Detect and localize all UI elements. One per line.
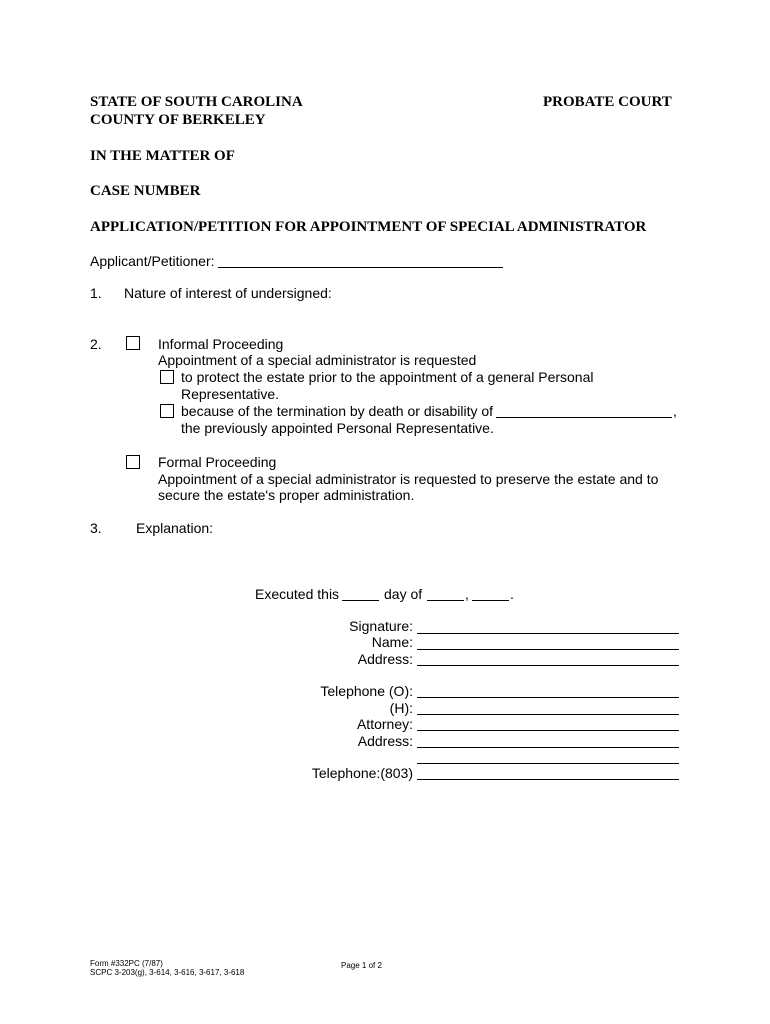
applicant-field[interactable] [218,267,503,268]
day-of-label: day of [384,586,423,602]
attorney-address-field-line2[interactable] [417,763,679,764]
termination-comma: , [673,403,677,419]
executed-comma: , [465,586,469,602]
telephone-office-label: Telephone (O): [320,683,413,699]
item1-number: 1. [90,285,102,301]
matter-heading: IN THE MATTER OF [90,148,235,164]
termination-text-cont: the previously appointed Personal Representative. [181,420,494,436]
name-field[interactable] [417,649,679,650]
address-label: Address: [357,651,413,667]
protect-estate-text-cont: Representative. [181,386,280,402]
formal-description: Appointment of a special administrator is requested to preserve the estate and to [158,471,659,487]
executed-day-field[interactable] [342,600,379,601]
attorney-label: Attorney: [356,716,413,732]
executed-period: . [510,586,514,602]
page-number: Page 1 of 2 [341,961,382,970]
protect-estate-checkbox[interactable] [160,370,174,384]
address-field[interactable] [417,665,679,666]
statute-reference: SCPC 3-203(g), 3-614, 3-616, 3-617, 3-618 [90,968,245,977]
form-title: APPLICATION/PETITION FOR APPOINTMENT OF SPECIAL ADMINISTRATOR [90,219,647,235]
telephone-home-label: (H): [389,700,413,716]
informal-proceeding-checkbox[interactable] [126,336,140,350]
state-heading: STATE OF SOUTH CAROLINA [90,94,303,110]
signature-label: Signature: [349,618,413,634]
termination-text: because of the termination by death or disability of [181,403,494,419]
formal-proceeding-checkbox[interactable] [126,455,140,469]
termination-name-field[interactable] [496,417,672,418]
attorney-telephone-field[interactable] [417,779,679,780]
protect-estate-text: to protect the estate prior to the appointment of a general Personal [181,369,594,385]
formal-proceeding-label: Formal Proceeding [158,454,277,470]
informal-proceeding-label: Informal Proceeding [158,336,284,352]
attorney-telephone-label: Telephone:(803) [311,765,413,781]
termination-checkbox[interactable] [160,404,174,418]
formal-description-cont: secure the estate's proper administration. [158,487,415,503]
item2-number: 2. [90,336,102,352]
court-heading: PROBATE COURT [543,94,672,110]
attorney-address-field[interactable] [417,747,679,748]
explanation-label: Explanation: [136,520,214,536]
executed-month-field[interactable] [427,600,464,601]
executed-year-field[interactable] [472,600,509,601]
form-number: Form #332PC (7/87) [90,959,163,968]
attorney-address-label: Address: [357,733,413,749]
item3-number: 3. [90,520,102,536]
item1-text: Nature of interest of undersigned: [124,285,332,301]
telephone-home-field[interactable] [417,714,679,715]
informal-description: Appointment of a special administrator is requested [158,352,477,368]
executed-label: Executed this [255,586,340,602]
applicant-label: Applicant/Petitioner: [90,253,215,269]
name-label: Name: [371,634,413,650]
attorney-field[interactable] [417,730,679,731]
county-heading: COUNTY OF BERKELEY [90,112,266,128]
signature-field[interactable] [417,633,679,634]
telephone-office-field[interactable] [417,697,679,698]
case-number-heading: CASE NUMBER [90,183,201,199]
